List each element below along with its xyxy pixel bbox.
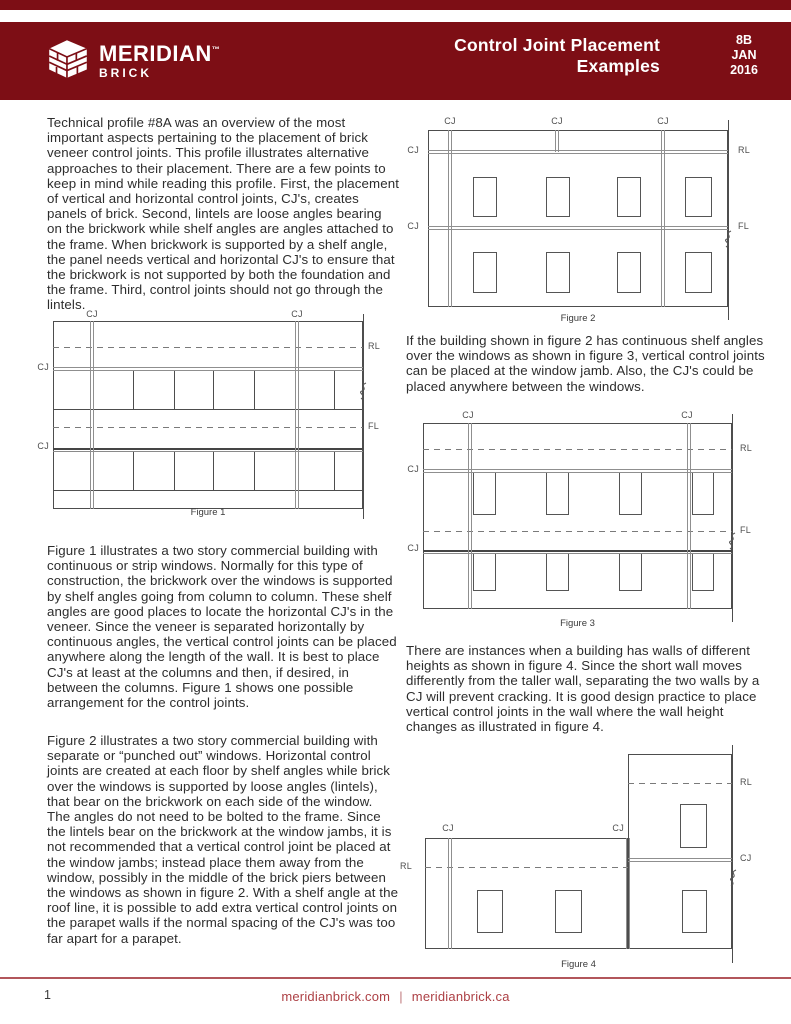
figure4-cj-label-junction: CJ	[612, 823, 624, 833]
footer-links	[0, 989, 791, 1004]
figure1-continuation-line	[363, 314, 364, 519]
intro-paragraph: Technical profile #8A was an overview of the most important aspects pertaining to the placement of brick veneer control joints. This profile illustrates alternative approaches to their placement. There are a few points to keep in mind while reading this profile. First, the placement of vertical and horizontal control joints, CJ's, creates panels of brick. Second, lintels are loose angles bearing on the brickwork while shelf angles are angles attached to the frame. When brickwork is supported by a shelf angle, the panel needs vertical and horizontal CJ's to ensure that the brickwork is not supported by both the foundation and the frame. Third, control joints should not go through the lintels.	[47, 115, 399, 313]
figure3-cj-label-left: CJ	[407, 464, 419, 474]
figure3-rl-label: RL	[740, 443, 753, 453]
figure1-cj-label-left: CJ	[37, 362, 49, 372]
figure4-rl-label-right: RL	[740, 777, 753, 787]
figure1-sill-line-upper	[53, 409, 363, 410]
doc-title-line2: Examples	[576, 55, 660, 76]
figure4-window	[555, 890, 582, 933]
figure1-caption: Figure 1	[190, 507, 226, 518]
figure2-window	[473, 177, 497, 217]
figure2-continuation-line	[728, 120, 729, 320]
figure2-cj-label-top: CJ	[551, 116, 563, 126]
figure2-fl-label: FL	[738, 221, 750, 231]
figure3-vertical-cj-left	[468, 423, 472, 609]
figure4-continuation-line	[732, 745, 733, 963]
figure3-window	[546, 473, 569, 515]
figure4-cj-label-top: CJ	[442, 823, 454, 833]
figure2-vertical-cj-right	[661, 130, 665, 307]
figure2-window	[685, 177, 712, 217]
figure3-window	[473, 473, 496, 515]
figure1-window-mullion	[174, 371, 175, 409]
figure3-window	[619, 473, 642, 515]
figure3-cj-label-left: CJ	[407, 543, 419, 553]
figure4-caption: Figure 4	[561, 959, 596, 970]
figure3-fl-label: FL	[740, 525, 752, 535]
figure2-window	[685, 252, 712, 293]
figure1-window-mullion	[334, 452, 335, 490]
break-symbol	[357, 382, 369, 405]
brand-logo	[44, 33, 220, 86]
figure4-cj-label-right: CJ	[740, 853, 752, 863]
figure1-cj-label-top: CJ	[291, 309, 303, 319]
figure-2	[400, 110, 791, 326]
footer-link-com[interactable]: meridianbrick.com	[281, 989, 391, 1004]
figure4-short-wall-outline	[425, 838, 628, 949]
figure4-roof-line-short	[425, 867, 628, 868]
figure1-cj-label-top: CJ	[86, 309, 98, 319]
brand-sub: BRICK	[99, 66, 152, 80]
trademark-symbol: ™	[211, 45, 220, 54]
figure1-window-mullion	[254, 371, 255, 409]
figure2-window	[546, 177, 570, 217]
figure2-window	[546, 252, 570, 293]
figure-4	[400, 745, 791, 975]
figure2-rl-label: RL	[738, 145, 751, 155]
figure4-rl-label-left: RL	[400, 861, 413, 871]
figure3-window	[619, 554, 642, 591]
footer-link-ca[interactable]: meridianbrick.ca	[411, 989, 510, 1004]
figure4-horizontal-cj-tall	[628, 858, 732, 862]
figure3-vertical-cj-right	[687, 423, 691, 609]
figure2-window	[473, 252, 497, 293]
figure1-horizontal-cj-lower	[53, 448, 363, 452]
figure1-roof-line	[53, 347, 363, 348]
figure3-cj-label-top: CJ	[462, 410, 474, 420]
figure2-cj-label-left: CJ	[407, 221, 419, 231]
figure3-continuation-line	[732, 414, 733, 622]
header-band	[0, 22, 791, 100]
figure2-horizontal-cj-roof	[428, 150, 728, 154]
figure1-floor-line	[53, 427, 363, 428]
figure4-window	[682, 890, 707, 933]
doc-meta	[721, 33, 767, 78]
figure2-window	[617, 177, 641, 217]
figure2-vertical-cj-parapet	[555, 130, 559, 152]
break-symbol	[727, 869, 739, 892]
figure3-window	[546, 554, 569, 591]
figure1-wall-outline	[53, 321, 363, 509]
figure1-vertical-cj-right	[295, 321, 299, 509]
doc-code: 8B	[736, 33, 752, 47]
figure1-sill-line-lower	[53, 490, 363, 491]
figure3-window	[692, 554, 714, 591]
top-accent-bar	[0, 0, 791, 10]
figure4-note: There are instances when a building has walls of different heights as shown in figure 4. Since the short wall moves differently from the taller wall, separating the two walls by a CJ will prevent cracking. It is good design practice to place vertical control joints in the wall where the wall height changes as illustrated in figure 4.	[406, 643, 760, 735]
figure1-vertical-cj-left	[90, 321, 94, 509]
footer-separator: |	[399, 989, 403, 1004]
figure1-window-mullion	[133, 452, 134, 490]
figure4-vertical-cj-junction	[626, 838, 630, 949]
figure1-window-mullion	[334, 371, 335, 409]
figure3-window	[473, 554, 496, 591]
doc-month: JAN	[731, 48, 757, 62]
break-symbol	[726, 532, 738, 555]
figure1-cj-label-left: CJ	[37, 441, 49, 451]
figure2-vertical-cj-left	[448, 130, 452, 307]
figure1-fl-label: FL	[368, 421, 380, 431]
doc-title-line1: Control Joint Placement	[454, 35, 660, 55]
meridian-brick-logo-icon	[44, 33, 92, 86]
doc-year: 2016	[730, 63, 758, 77]
figure4-window	[680, 804, 707, 848]
figure2-cj-label-left: CJ	[407, 145, 419, 155]
figure3-window	[692, 473, 714, 515]
figure4-roof-line-tall	[628, 783, 732, 784]
figure3-caption: Figure 3	[560, 618, 595, 629]
figure1-window-mullion	[213, 452, 214, 490]
page-number: 1	[44, 988, 51, 1002]
figure2-cj-label-top: CJ	[657, 116, 669, 126]
break-symbol	[722, 230, 734, 253]
figure1-window-mullion	[254, 452, 255, 490]
brand-name: MERIDIAN™	[99, 41, 220, 66]
figure4-vertical-cj-left	[448, 838, 452, 949]
figure3-note: If the building shown in figure 2 has continuous shelf angles over the windows as shown in figure 3, vertical control joints can be placed at the window jamb. Also, the CJ's could be placed anywhere between the windows.	[406, 333, 765, 394]
brand-text	[99, 39, 220, 80]
figure1-horizontal-cj-upper	[53, 367, 363, 371]
figure2-cj-label-top: CJ	[444, 116, 456, 126]
figure1-window-mullion	[174, 452, 175, 490]
figure1-description: Figure 1 illustrates a two story commercial building with continuous or strip windows. Normally for this type of construction, the brickwork over the windows is supported by shelf angles going from column to column. These shelf angles are good places to locate the horizontal CJ's in the veneer. Since the veneer is separated horizontally by continuous angles, the vertical control joints can be placed anywhere along the length of the wall. It is best to place CJ's at least at the columns and then, if desired, in between the columns. Figure 1 shows one possible arrangement for the control joints.	[47, 543, 397, 711]
figure3-cj-label-top: CJ	[681, 410, 693, 420]
figure1-window-mullion	[213, 371, 214, 409]
doc-title	[454, 35, 660, 76]
figure1-rl-label: RL	[368, 341, 381, 351]
figure2-caption: Figure 2	[560, 313, 596, 324]
figure2-window	[617, 252, 641, 293]
figure-1	[30, 309, 395, 523]
figure1-window-mullion	[133, 371, 134, 409]
figure-3	[400, 408, 791, 632]
figure2-description: Figure 2 illustrates a two story commercial building with separate or “punched out” windows. Horizontal control joints are created at each floor by shelf angles while brick over the windows is supported by loose angles (lintels), that bear on the brickwork on each side of the window. The angles do not need to be bolted to the frame. Since the lintels bear on the brickwork at the window jambs, it is not recommended that a vertical control joint be placed at the window jambs; instead place them away from the window, possibly in the middle of the brick piers between the windows as shown in figure 2. With a shelf angle at the roof line, it is possible to add extra vertical control joints on the parapet walls if the normal spacing of the CJ's was too far apart for a parapet.	[47, 733, 399, 946]
footer-rule	[0, 977, 791, 979]
figure4-window	[477, 890, 503, 933]
figure2-horizontal-cj-floor	[428, 226, 728, 230]
